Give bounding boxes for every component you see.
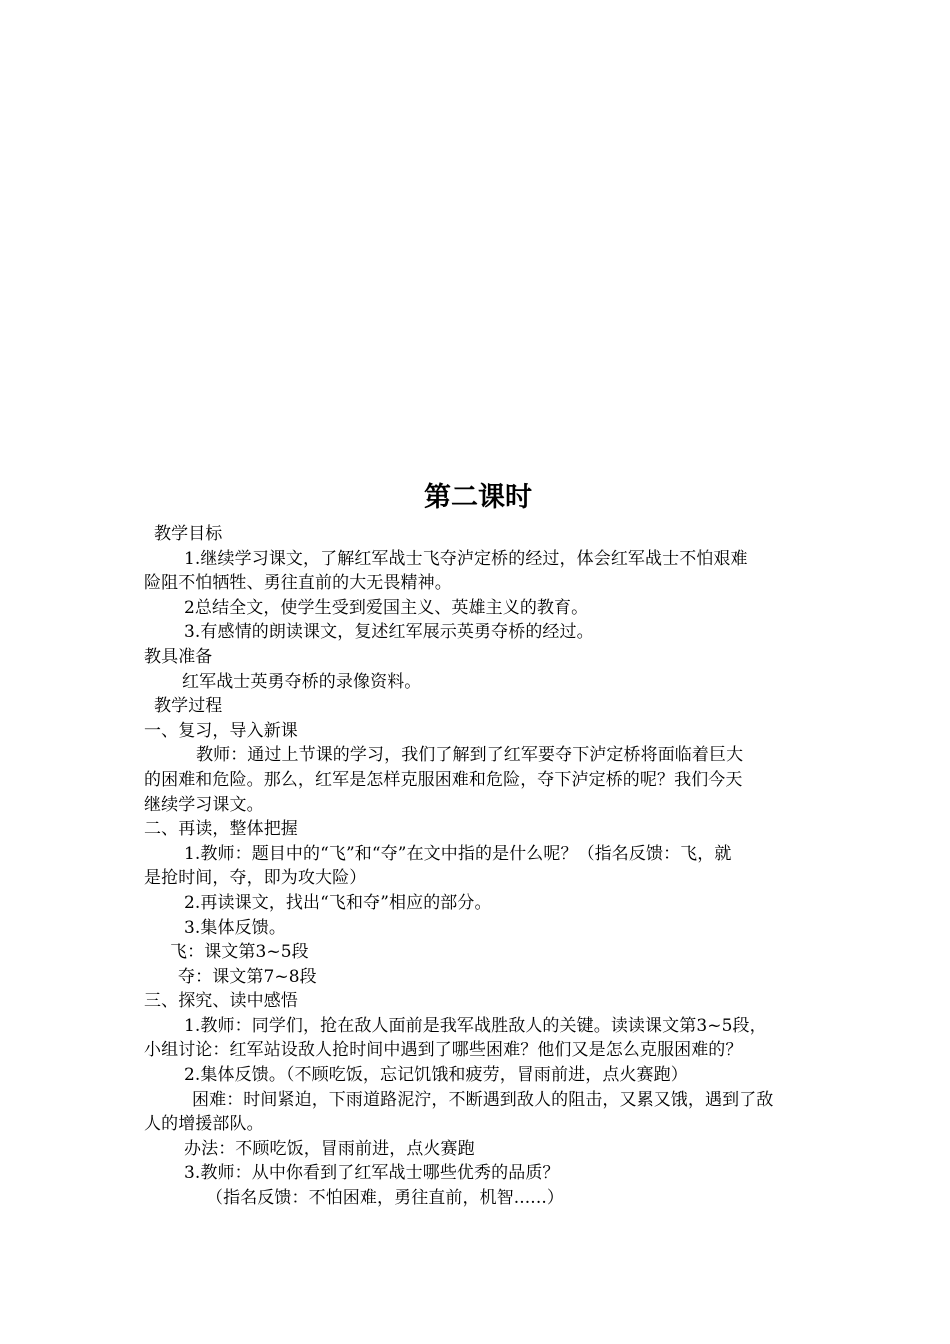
step-3-difficulties-cont: 人的增援部队。	[144, 1114, 264, 1135]
step-2-item-2: 2.再读课文，找出“飞和夺”相应的部分。	[184, 892, 492, 913]
goal-item-1: 1.继续学习课文，了解红军战士飞夺泸定桥的经过，体会红军战士不怕艰难	[184, 548, 748, 569]
step-3-item-3: 3.教师：从中你看到了红军战士哪些优秀的品质？	[184, 1163, 560, 1184]
step-heading-2: 二、再读，整体把握	[144, 819, 298, 840]
goal-item-1-cont: 险阻不怕牺牲、勇往直前的大无畏精神。	[144, 573, 452, 594]
step-1-text: 教师：通过上节课的学习，我们了解到了红军要夺下泸定桥将面临着巨大	[196, 745, 744, 766]
page-title: 第二课时	[424, 482, 532, 513]
section-heading-process: 教学过程	[154, 696, 223, 717]
step-2-duo: 夺：课文第7~8段	[178, 966, 317, 987]
step-3-item-1-cont: 小组讨论：红军站设敌人抢时间中遇到了哪些困难？他们又是怎么克服困难的？	[144, 1040, 743, 1061]
step-1-text-cont: 继续学习课文。	[144, 794, 264, 815]
step-3-item-1: 1.教师：同学们，抢在敌人面前是我军战胜敌人的关键。读读课文第3~5段，	[184, 1015, 767, 1036]
step-2-item-1: 1.教师：题目中的“飞”和“夺”在文中指的是什么呢？（指名反馈：飞，就	[184, 843, 732, 864]
step-1-text-cont: 的困难和危险。那么，红军是怎样克服困难和危险，夺下泸定桥的呢？我们今天	[144, 769, 743, 790]
goal-item-3: 3.有感情的朗读课文，复述红军展示英勇夺桥的经过。	[184, 622, 594, 643]
section-heading-materials: 教具准备	[144, 646, 213, 667]
goal-item-2: 2总结全文，使学生受到爱国主义、英雄主义的教育。	[184, 597, 589, 618]
section-heading-goals: 教学目标	[154, 524, 223, 544]
step-2-item-1-cont: 是抢时间，夺，即为攻大险）	[144, 868, 367, 889]
step-3-item-2: 2.集体反馈。（不顾吃饭，忘记饥饿和疲劳，冒雨前进，点火赛跑）	[184, 1065, 688, 1086]
step-heading-3: 三、探究、读中感悟	[144, 991, 298, 1012]
step-3-feedback: （指名反馈：不怕困难，勇往直前，机智......）	[206, 1188, 564, 1209]
materials-text: 红军战士英勇夺桥的录像资料。	[182, 671, 422, 692]
lesson-plan	[144, 478, 812, 1211]
step-3-methods: 办法：不顾吃饭，冒雨前进，点火赛跑	[184, 1138, 475, 1159]
step-heading-1: 一、复习，导入新课	[144, 720, 298, 741]
step-2-item-3: 3.集体反馈。	[184, 917, 286, 938]
step-2-fei: 飞：课文第3~5段	[170, 942, 309, 963]
step-3-difficulties: 困难：时间紧迫，下雨道路泥泞，不断遇到敌人的阻击，又累又饿，遇到了敌	[192, 1089, 774, 1110]
